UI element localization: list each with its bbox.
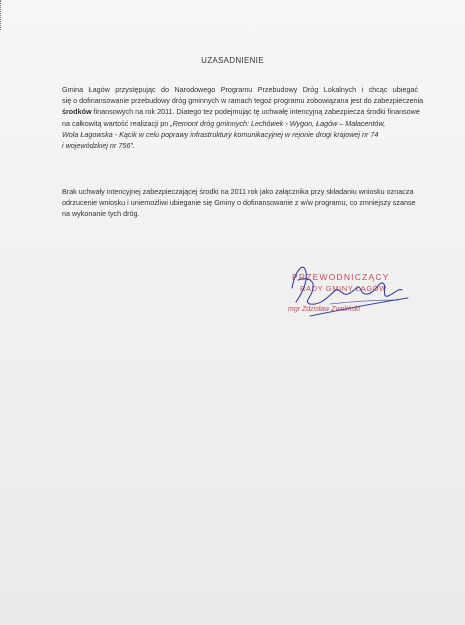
paragraph-2-line-1: Brak uchwały intencyjnej zabezpieczającej środki na 2011 rok jako załącznika przy składaniu wniosku oznacza [62, 187, 414, 196]
project-name-part-1: „Remont dróg gminnych: Lechówek - Wygon, Łagów – Małacentów, [170, 118, 386, 128]
paragraph-1-line-3-rest: finansowych na rok 2011. Diatego tez podejmując tę uchwałę intencyjną zabezpiecza środki finansowe [91, 107, 420, 117]
paragraph-1-line-1: Gmina Łagów przystępując do Narodowego Programu Przebudowy Dróg Lokalnych i chcąc ubiegać [62, 85, 418, 94]
stamp-council: RADY GMINY ŁAGÓW [300, 284, 387, 293]
stamp-title: PRZEWODNICZĄCY [292, 272, 390, 282]
scan-edge-mark [0, 0, 3, 30]
paragraph-2-line-3: na wykonanie tych dróg. [62, 209, 140, 219]
project-name-part-3: i wojewódzkiej nr 756”. [62, 141, 135, 151]
bold-word-srodkow: środków [62, 107, 92, 117]
paragraph-1-line-4 [62, 118, 418, 129]
document-title: UZASADNIENIE [201, 56, 264, 65]
chairman-stamp [270, 258, 430, 328]
project-name-part-2: Wola Łagowska - Kącik w celu poprawy infrastruktury komunikacyjnej w rejonie drogi krajowej nr 74 [62, 129, 379, 139]
stamp-name: mgr Zdzisław Zwoliński [288, 306, 360, 313]
handwritten-signature [270, 258, 430, 328]
paragraph-2-line-2: odrzucenie wniosku i uniemożliwi ubieganie się Gminy o dofinansowanie z w/w programu, co zmniejszy szanse [62, 198, 416, 208]
paragraph-1-line-2: się o dofinansowanie przebudowy dróg gminnych w ramach tegoż programu zobowiązana jest do zabezpieczenia [62, 96, 424, 106]
paragraph-consequence [62, 186, 418, 220]
paragraph-1-line-3 [62, 106, 418, 117]
paragraph-justification [62, 84, 424, 151]
paragraph-1-line-4-plain: na całkowitą wartość realizacji pn [62, 118, 171, 128]
